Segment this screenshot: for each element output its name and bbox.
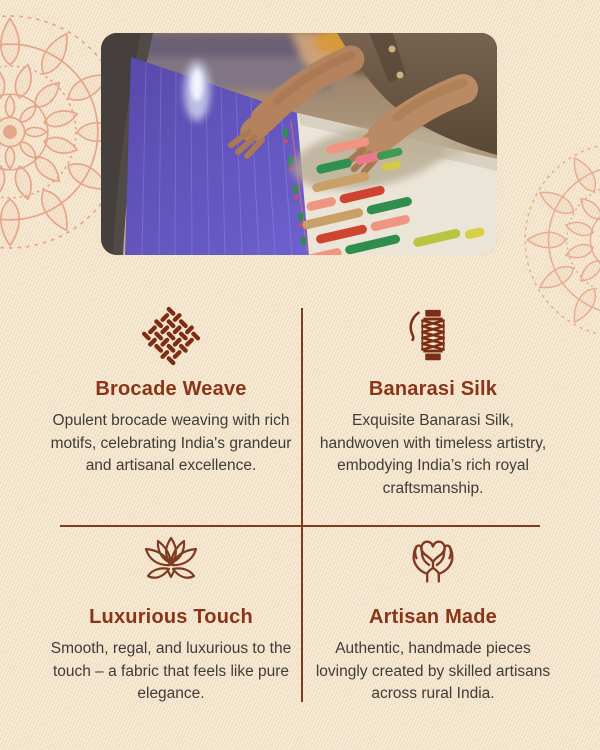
silk-thread-spool-icon bbox=[302, 303, 564, 369]
feature-title: Luxurious Touch bbox=[89, 606, 253, 628]
feature-card-banarasi-silk bbox=[302, 300, 564, 525]
feature-title: Artisan Made bbox=[369, 606, 497, 628]
feature-card-brocade-weave bbox=[40, 300, 302, 525]
feature-description: Opulent brocade weaving with rich motifs, celebrating India's grandeur and artisanal excellence. bbox=[50, 412, 292, 475]
hero-image bbox=[101, 33, 497, 255]
feature-card-artisan-made bbox=[302, 525, 564, 712]
hero-image-illustration bbox=[101, 33, 497, 255]
feature-card-luxurious-touch bbox=[40, 525, 302, 712]
lotus-icon bbox=[40, 531, 302, 597]
hands-holding-heart-icon bbox=[302, 531, 564, 597]
brocade-weave-icon bbox=[40, 303, 302, 369]
feature-description: Smooth, regal, and luxurious to the touch – a fabric that feels like pure elegance. bbox=[50, 640, 292, 703]
features-grid bbox=[40, 300, 564, 712]
feature-description: Authentic, handmade pieces lovingly created by skilled artisans across rural India. bbox=[315, 640, 551, 703]
feature-description: Exquisite Banarasi Silk, handwoven with timeless artistry, embodying India’s rich royal craftsmanship. bbox=[319, 412, 547, 497]
feature-title: Banarasi Silk bbox=[368, 378, 498, 400]
feature-title: Brocade Weave bbox=[95, 378, 247, 400]
